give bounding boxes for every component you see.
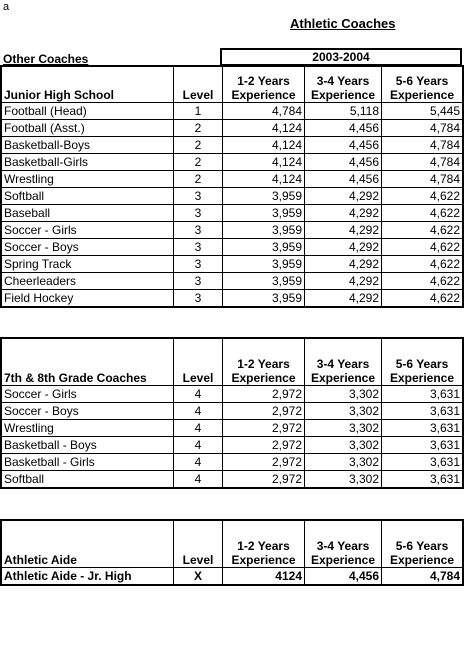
table-row bbox=[2, 188, 463, 205]
junior-high-table bbox=[1, 66, 463, 307]
row-level: 4 bbox=[174, 454, 223, 471]
row-exp-5-6: 4,622 bbox=[382, 239, 463, 256]
row-label: Football (Head) bbox=[2, 103, 174, 120]
header-line: Experience bbox=[389, 553, 455, 567]
row-label: Wrestling bbox=[2, 420, 174, 437]
row-level: 4 bbox=[174, 420, 223, 437]
row-exp-1-2: 4,784 bbox=[223, 103, 305, 120]
row-label: Football (Asst.) bbox=[2, 120, 174, 137]
row-label: Softball bbox=[2, 188, 174, 205]
table-row bbox=[2, 454, 463, 471]
row-exp-1-2: 3,959 bbox=[223, 273, 305, 290]
row-exp-1-2: 2,972 bbox=[223, 386, 305, 403]
row-exp-1-2: 2,972 bbox=[223, 471, 305, 488]
row-exp-3-4: 4,292 bbox=[305, 273, 382, 290]
header-line: Experience bbox=[231, 371, 296, 385]
table-row bbox=[2, 471, 463, 488]
row-exp-5-6: 4,784 bbox=[382, 171, 463, 188]
row-exp-1-2: 2,972 bbox=[223, 403, 305, 420]
other-coaches-label: Other Coaches bbox=[3, 52, 89, 66]
table-row bbox=[2, 205, 463, 222]
row-label: Wrestling bbox=[2, 171, 174, 188]
row-exp-5-6: 4,622 bbox=[382, 222, 463, 239]
column-header-exp-5-6 bbox=[382, 67, 463, 103]
row-level: 3 bbox=[174, 205, 223, 222]
row-exp-1-2: 4,124 bbox=[223, 137, 305, 154]
row-exp-1-2: 4,124 bbox=[223, 120, 305, 137]
row-exp-5-6: 4,622 bbox=[382, 256, 463, 273]
table-row bbox=[2, 386, 463, 403]
year-label: 2003-2004 bbox=[220, 48, 462, 66]
header-line: Experience bbox=[389, 371, 455, 385]
column-header-exp-3-4 bbox=[305, 339, 382, 386]
table-row bbox=[2, 154, 463, 171]
grade-7-8-table bbox=[1, 338, 463, 488]
row-exp-3-4: 4,292 bbox=[305, 256, 382, 273]
table-row bbox=[2, 420, 463, 437]
row-label: Basketball - Boys bbox=[2, 437, 174, 454]
row-exp-3-4: 4,292 bbox=[305, 222, 382, 239]
column-header-category: 7th & 8th Grade Coaches bbox=[2, 339, 174, 386]
row-label: Athletic Aide - Jr. High bbox=[2, 568, 174, 585]
table-row bbox=[2, 137, 463, 154]
header-line: Experience bbox=[231, 553, 296, 567]
table-row bbox=[2, 273, 463, 290]
header-line: 3-4 Years bbox=[316, 357, 370, 371]
row-exp-3-4: 4,292 bbox=[305, 188, 382, 205]
header-line: 1-2 Years bbox=[237, 74, 290, 88]
row-exp-5-6: 3,631 bbox=[382, 437, 463, 454]
table-row bbox=[2, 103, 463, 120]
column-header-exp-1-2 bbox=[223, 521, 305, 568]
table-row bbox=[2, 290, 463, 307]
row-exp-3-4: 4,292 bbox=[305, 239, 382, 256]
row-label: Soccer - Girls bbox=[2, 222, 174, 239]
corner-mark: a bbox=[3, 1, 10, 13]
row-exp-5-6: 3,631 bbox=[382, 471, 463, 488]
row-level: 2 bbox=[174, 137, 223, 154]
row-exp-5-6: 3,631 bbox=[382, 386, 463, 403]
table-row bbox=[2, 222, 463, 239]
row-exp-1-2: 4,124 bbox=[223, 154, 305, 171]
row-exp-5-6: 3,631 bbox=[382, 403, 463, 420]
column-header-exp-3-4 bbox=[305, 521, 382, 568]
row-level: 2 bbox=[174, 154, 223, 171]
row-exp-5-6: 4,784 bbox=[382, 568, 463, 585]
header-line: 5-6 Years bbox=[395, 539, 449, 553]
column-header-level: Level bbox=[174, 67, 223, 103]
row-exp-5-6: 4,784 bbox=[382, 154, 463, 171]
row-exp-3-4: 3,302 bbox=[305, 454, 382, 471]
row-label: Soccer - Boys bbox=[2, 239, 174, 256]
row-level: 4 bbox=[174, 437, 223, 454]
row-exp-1-2: 2,972 bbox=[223, 437, 305, 454]
row-exp-5-6: 4,622 bbox=[382, 205, 463, 222]
row-level: 3 bbox=[174, 256, 223, 273]
row-level: 4 bbox=[174, 403, 223, 420]
column-header-exp-1-2 bbox=[223, 339, 305, 386]
row-exp-3-4: 3,302 bbox=[305, 420, 382, 437]
row-exp-3-4: 3,302 bbox=[305, 437, 382, 454]
header-line: 3-4 Years bbox=[316, 74, 370, 88]
header-line: Experience bbox=[231, 88, 296, 102]
row-exp-3-4: 4,456 bbox=[305, 568, 382, 585]
row-level: 4 bbox=[174, 386, 223, 403]
row-exp-5-6: 4,622 bbox=[382, 273, 463, 290]
column-header-category: Junior High School bbox=[2, 67, 174, 103]
header-line: Experience bbox=[310, 371, 376, 385]
header-line: 5-6 Years bbox=[395, 357, 449, 371]
row-exp-5-6: 3,631 bbox=[382, 454, 463, 471]
table-row bbox=[2, 403, 463, 420]
row-exp-1-2: 3,959 bbox=[223, 290, 305, 307]
row-level: X bbox=[174, 568, 223, 585]
row-exp-1-2: 2,972 bbox=[223, 454, 305, 471]
row-exp-1-2: 4,124 bbox=[223, 171, 305, 188]
page-title: Athletic Coaches bbox=[290, 16, 396, 31]
column-header-category: Athletic Aide bbox=[2, 521, 174, 568]
row-exp-5-6: 4,622 bbox=[382, 290, 463, 307]
row-level: 3 bbox=[174, 188, 223, 205]
row-label: Basketball-Girls bbox=[2, 154, 174, 171]
row-label: Spring Track bbox=[2, 256, 174, 273]
row-label: Basketball - Girls bbox=[2, 454, 174, 471]
row-level: 1 bbox=[174, 103, 223, 120]
header-line: 5-6 Years bbox=[395, 74, 449, 88]
row-exp-3-4: 4,292 bbox=[305, 290, 382, 307]
column-header-exp-5-6 bbox=[382, 521, 463, 568]
header-line: Experience bbox=[310, 553, 376, 567]
table-row bbox=[2, 256, 463, 273]
row-exp-1-2: 3,959 bbox=[223, 205, 305, 222]
row-exp-3-4: 3,302 bbox=[305, 386, 382, 403]
row-exp-5-6: 4,784 bbox=[382, 120, 463, 137]
row-level: 3 bbox=[174, 273, 223, 290]
row-exp-1-2: 2,972 bbox=[223, 420, 305, 437]
row-exp-3-4: 4,456 bbox=[305, 120, 382, 137]
table-row bbox=[2, 239, 463, 256]
row-label: Baseball bbox=[2, 205, 174, 222]
column-header-exp-3-4 bbox=[305, 67, 382, 103]
header-line: 1-2 Years bbox=[237, 357, 290, 371]
row-exp-5-6: 5,445 bbox=[382, 103, 463, 120]
row-exp-1-2: 3,959 bbox=[223, 256, 305, 273]
header-line: Experience bbox=[310, 88, 376, 102]
header-line: 3-4 Years bbox=[316, 539, 370, 553]
row-exp-3-4: 3,302 bbox=[305, 471, 382, 488]
row-exp-3-4: 3,302 bbox=[305, 403, 382, 420]
row-level: 3 bbox=[174, 290, 223, 307]
row-exp-5-6: 4,622 bbox=[382, 188, 463, 205]
row-exp-1-2: 3,959 bbox=[223, 188, 305, 205]
row-label: Cheerleaders bbox=[2, 273, 174, 290]
row-level: 4 bbox=[174, 471, 223, 488]
row-label: Basketball-Boys bbox=[2, 137, 174, 154]
row-label: Field Hockey bbox=[2, 290, 174, 307]
table-row bbox=[2, 437, 463, 454]
header-line: Experience bbox=[389, 88, 455, 102]
table-row bbox=[2, 120, 463, 137]
row-level: 2 bbox=[174, 171, 223, 188]
row-label: Soccer - Girls bbox=[2, 386, 174, 403]
table-row bbox=[2, 171, 463, 188]
row-level: 2 bbox=[174, 120, 223, 137]
row-exp-5-6: 4,784 bbox=[382, 137, 463, 154]
row-exp-3-4: 4,456 bbox=[305, 137, 382, 154]
column-header-level: Level bbox=[174, 339, 223, 386]
row-exp-1-2: 4124 bbox=[223, 568, 305, 585]
athletic-aide-table bbox=[1, 520, 463, 585]
row-exp-1-2: 3,959 bbox=[223, 239, 305, 256]
row-exp-3-4: 4,292 bbox=[305, 205, 382, 222]
header-line: 1-2 Years bbox=[237, 539, 290, 553]
row-exp-3-4: 4,456 bbox=[305, 154, 382, 171]
row-exp-3-4: 5,118 bbox=[305, 103, 382, 120]
row-level: 3 bbox=[174, 222, 223, 239]
column-header-exp-1-2 bbox=[223, 67, 305, 103]
row-exp-3-4: 4,456 bbox=[305, 171, 382, 188]
table-row bbox=[2, 568, 463, 585]
column-header-level: Level bbox=[174, 521, 223, 568]
row-exp-5-6: 3,631 bbox=[382, 420, 463, 437]
row-label: Softball bbox=[2, 471, 174, 488]
column-header-exp-5-6 bbox=[382, 339, 463, 386]
row-exp-1-2: 3,959 bbox=[223, 222, 305, 239]
row-level: 3 bbox=[174, 239, 223, 256]
row-label: Soccer - Boys bbox=[2, 403, 174, 420]
